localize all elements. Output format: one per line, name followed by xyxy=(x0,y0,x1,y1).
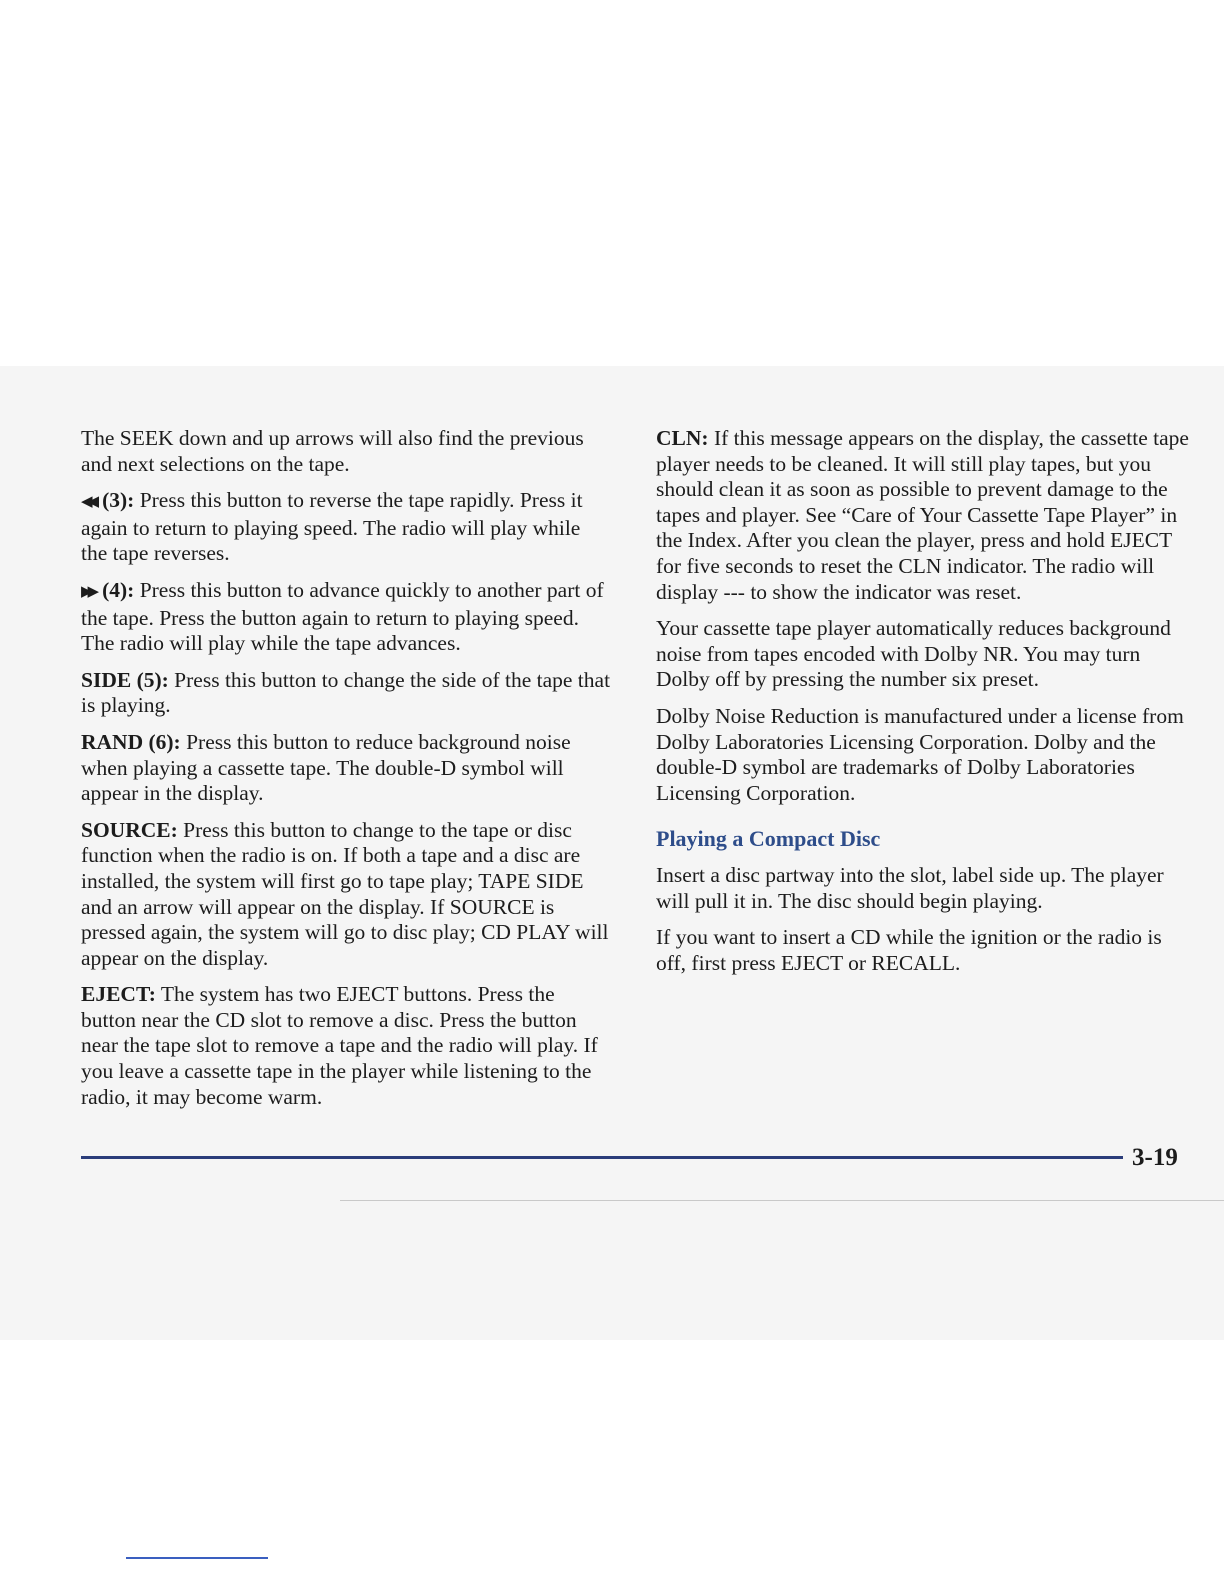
advance-text: Press this button to advance quickly to another part of the tape. Press the button again to return to playing speed. The radio will play while the tape advances. xyxy=(81,577,604,656)
eject-text: The system has two EJECT buttons. Press the button near the CD slot to remove a disc. Press the button near the tape slot to remove a tape and the radio will play. If you leave a cassette tape in the player while listening to the radio, it may become warm. xyxy=(81,982,598,1109)
cln-term: CLN: xyxy=(656,426,709,450)
dolby-license-paragraph: Dolby Noise Reduction is manufactured under a license from Dolby Laboratories Licensing Corporation. Dolby and the double-D symbol are trademarks of Dolby Laboratories Licensing Corporation. xyxy=(656,703,1184,805)
eject-button-paragraph xyxy=(81,982,611,1110)
insert-disc-paragraph: Insert a disc partway into the slot, label side up. The player will pull it in. The disc should begin playing. xyxy=(656,862,1164,913)
rand-button-paragraph xyxy=(81,730,611,807)
bottom-link-underline xyxy=(126,1557,268,1559)
fast-forward-arrows-icon: ▶▶ xyxy=(81,583,95,600)
dolby-nr-paragraph: Your cassette tape player automatically reduces background noise from tapes encoded with Dolby NR. You may turn Dolby off by pressing the number six preset. xyxy=(656,616,1171,692)
left-column xyxy=(81,426,611,1121)
side-text: Press this button to change the side of the tape that is playing. xyxy=(81,667,611,718)
side-button-paragraph xyxy=(81,668,611,719)
eject-term: EJECT: xyxy=(81,982,156,1007)
insert-cd-off-paragraph: If you want to insert a CD while the ignition or the radio is off, first press EJECT or RECALL. xyxy=(656,925,1162,975)
footer-rule xyxy=(81,1156,1123,1159)
footer-faint-rule xyxy=(340,1200,1224,1201)
rewind-arrows-icon: ◀◀ xyxy=(81,494,95,511)
cln-text: If this message appears on the display, the cassette tape player needs to be cleaned. It will still play tapes, but you should clean it as soon as possible to prevent damage to the tapes and player. See “Care of Your Cassette Tape Player” in the Index. After you clean the player, press and hold EJECT for five seconds to reset the CLN indicator. The radio will display --- to show the indicator was reset. xyxy=(656,426,1189,604)
advance-term: (4): xyxy=(102,577,135,602)
right-column xyxy=(656,426,1191,987)
source-button-paragraph xyxy=(81,818,611,972)
side-term: SIDE (5): xyxy=(81,667,169,692)
cln-paragraph xyxy=(656,426,1191,605)
source-term: SOURCE: xyxy=(81,817,178,842)
advance-button-paragraph xyxy=(81,578,611,657)
page-number: 3-19 xyxy=(1132,1144,1178,1171)
rand-text: Press this button to reduce background noise when playing a cassette tape. The double-D symbol will appear in the display. xyxy=(81,729,571,806)
reverse-button-paragraph xyxy=(81,488,611,567)
reverse-term: (3): xyxy=(102,488,135,513)
section-heading: Playing a Compact Disc xyxy=(656,826,881,852)
seek-paragraph: The SEEK down and up arrows will also find the previous and next selections on the tape. xyxy=(81,426,584,476)
reverse-text: Press this button to reverse the tape rapidly. Press it again to return to playing speed. The radio will play while the tape reverses. xyxy=(81,488,583,566)
source-text: Press this button to change to the tape or disc function when the radio is on. If both a tape and a disc are installed, the system will first go to tape play; TAPE SIDE and an arrow will appear on the display. If SOURCE is pressed again, the system will go to disc play; CD PLAY will appear on the display. xyxy=(81,817,609,970)
rand-term: RAND (6): xyxy=(81,729,181,754)
